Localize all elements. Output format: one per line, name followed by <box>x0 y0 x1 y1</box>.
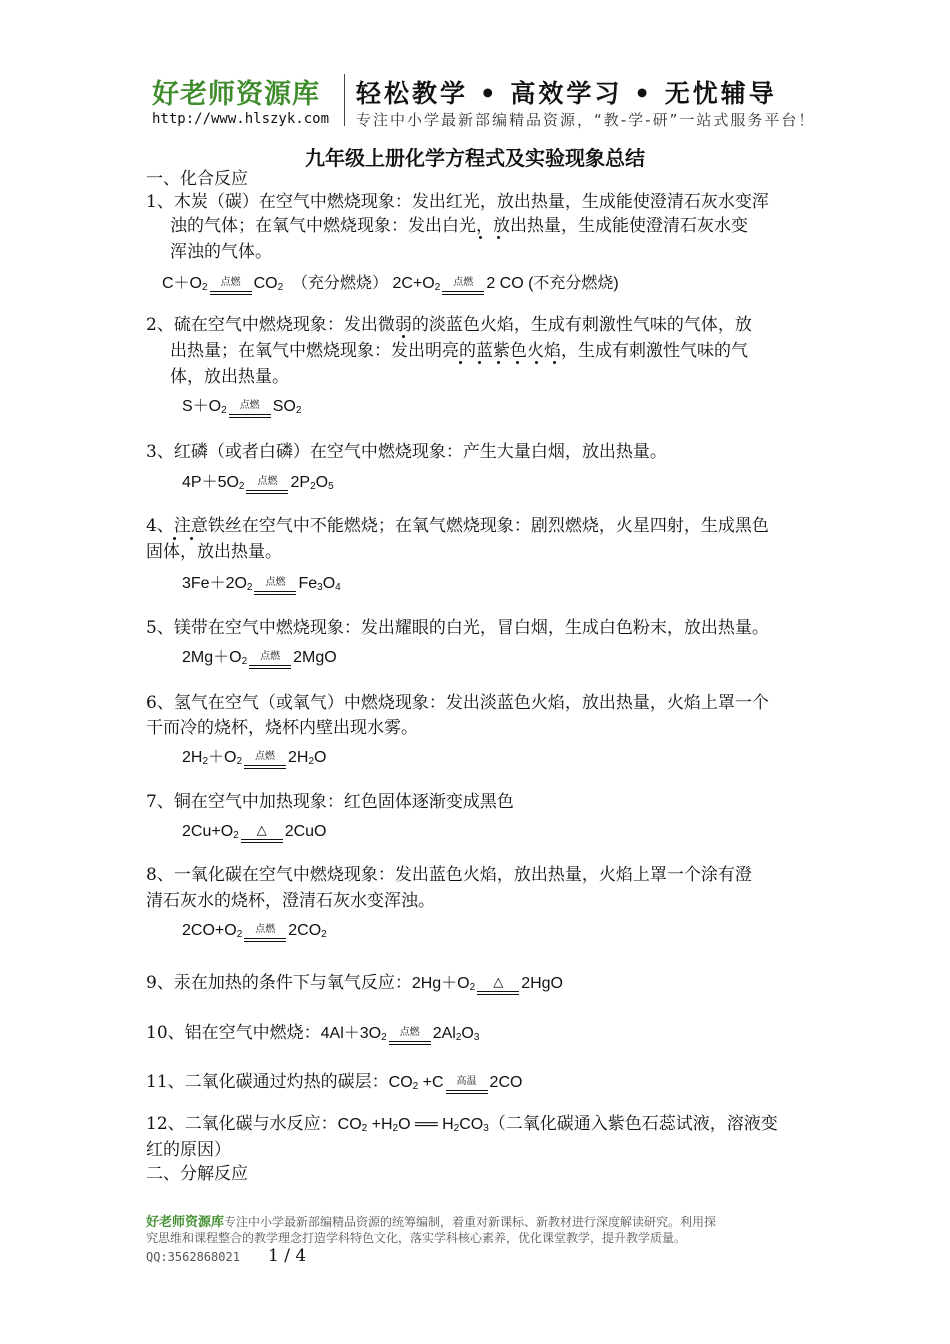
condition-ignite: 点燃 <box>387 1027 433 1049</box>
item-2-line-3: 体，放出热量。 <box>170 367 289 387</box>
item-2-line-2: 出热量；在氧气中燃烧现象：发出明亮的蓝紫色火焰，生成有刺激性气味的气 <box>170 341 748 361</box>
condition-ignite: 点燃 <box>252 577 298 599</box>
item-4-line-2: 固体，放出热量。 <box>146 542 282 562</box>
brand-logo: 好老师资源库 <box>152 79 320 110</box>
item-9: 9、汞在加热的条件下与氧气反应：$2Hg+O_2$ △ 2HgO <box>146 970 563 999</box>
document-title: 九年级上册化学方程式及实验现象总结 <box>305 146 645 170</box>
equation-11: $CO_2 +C$ 高温 2CO <box>389 1074 523 1091</box>
emphasis-dot <box>173 537 176 540</box>
item-8-line-1: 8、一氧化碳在空气中燃烧现象：发出蓝色火焰，放出热量，火焰上罩一个涂有澄 <box>146 865 752 885</box>
emphasis-dot <box>535 361 538 364</box>
equation-1a: $C+O_2$ 点燃 $CO_2$ （充分燃烧） $2C+O_2$ 点燃 2 CO (不充分燃烧) <box>162 272 619 299</box>
emphasis-dot <box>516 361 519 364</box>
item-12-line-1: 12、二氧化碳与水反应：$CO_2 +H_2O$ ══ $H_2CO_3$（二氧化碳通入紫色石蕊试液，溶液变 <box>146 1114 778 1134</box>
condition-heat: △ <box>475 977 521 999</box>
equation-12: $CO_2 +H_2O$ ══ $H_2CO_3$ <box>337 1116 489 1134</box>
emphasis-dot <box>479 236 482 239</box>
header-slogan: 轻松教学 • 高效学习 • 无忧辅导 <box>356 79 777 108</box>
condition-ignite: 点燃 <box>242 924 288 946</box>
item-7-line-1: 7、铜在空气中加热现象：红色固体逐渐变成黑色 <box>146 792 514 812</box>
emphasis-dot <box>497 361 500 364</box>
section-heading-combination: 一、化合反应 <box>146 169 248 189</box>
emphasis-dot <box>553 361 556 364</box>
item-1-line-1: 1、木炭（碳）在空气中燃烧现象：发出红光，放出热量，生成能使澄清石灰水变浑 <box>146 192 769 212</box>
footer-qq: QQ:3562868021 <box>146 1250 240 1264</box>
emphasis-dot <box>459 361 462 364</box>
section-heading-decomposition: 二、分解反应 <box>146 1164 248 1184</box>
equation-6: $2H_2+O_2$ 点燃 $2H_2O$ <box>182 747 327 773</box>
header-url[interactable]: http://www.hlszyk.com <box>152 111 330 127</box>
equation-5: $2Mg+O_2$ 点燃 2MgO <box>182 647 337 673</box>
condition-ignite: 点燃 <box>242 751 288 773</box>
item-1-line-3: 浑浊的气体。 <box>170 242 272 262</box>
footer-line-2: 究思维和课程整合的教学理念打造学科特色文化，落实学科核心素养，优化课堂教学，提升教学质量。 <box>146 1231 687 1245</box>
item-8-line-2: 清石灰水的烧杯，澄清石灰水变浑浊。 <box>146 891 435 911</box>
equation-9: $2Hg+O_2$ △ 2HgO <box>412 975 563 992</box>
condition-ignite: 点燃 <box>440 277 486 299</box>
emphasis-dot <box>190 537 193 540</box>
condition-ignite: 点燃 <box>244 476 290 498</box>
condition-ignite: 点燃 <box>247 651 293 673</box>
item-2-line-1: 2、硫在空气中燃烧现象：发出微弱的淡蓝色火焰，生成有刺激性气味的气体，放 <box>146 315 752 335</box>
item-3-line-1: 3、红磷（或者白磷）在空气中燃烧现象：产生大量白烟，放出热量。 <box>146 442 667 462</box>
header-divider <box>344 74 345 126</box>
condition-high-temp: 高温 <box>444 1076 490 1098</box>
item-5-line-1: 5、镁带在空气中燃烧现象：发出耀眼的白光，冒白烟，生成白色粉末，放出热量。 <box>146 618 769 638</box>
header-subtitle: 专注中小学最新部编精品资源，“教-学-研”一站式服务平台！ <box>356 111 816 129</box>
equation-10: $4Al+3O_2$ 点燃 $2Al_2O_3$ <box>321 1025 480 1042</box>
item-1-line-2: 浊的气体；在氧气中燃烧现象：发出白光，放出热量，生成能使澄清石灰水变 <box>170 216 748 236</box>
page-number: 1 / 4 <box>268 1246 307 1266</box>
equation-4: $3Fe+2O_2$ 点燃 $Fe_3O_4$ <box>182 573 341 599</box>
item-11: 11、二氧化碳通过灼热的碳层：$CO_2 +C$ 高温 2CO <box>146 1069 522 1098</box>
equation-7: $2Cu+O_2$ △ 2CuO <box>182 821 327 847</box>
footer-line-1: 好老师资源库专注中小学最新部编精品资源的统筹编制，着重对新课标、新教材进行深度解读研究。利用探 <box>146 1215 717 1230</box>
item-10: 10、铝在空气中燃烧：$4Al+3O_2$ 点燃 $2Al_2O_3$ <box>146 1020 479 1049</box>
equation-2: $S+O_2$ 点燃 $SO_2$ <box>182 396 301 422</box>
condition-ignite: 点燃 <box>227 400 273 422</box>
emphasis-dot <box>497 236 500 239</box>
emphasis-dot <box>402 335 405 338</box>
item-6-line-2: 干而冷的烧杯，烧杯内壁出现水雾。 <box>146 718 418 738</box>
item-12-line-2: 红的原因） <box>146 1140 231 1160</box>
condition-ignite: 点燃 <box>208 277 254 299</box>
emphasis-dot <box>478 361 481 364</box>
equation-8: $2CO+O_2$ 点燃 $2CO_2$ <box>182 920 327 946</box>
condition-heat: △ <box>239 825 285 847</box>
item-4-line-1: 4、注意铁丝在空气中不能燃烧；在氧气燃烧现象：剧烈燃烧，火星四射，生成黑色 <box>146 516 769 536</box>
item-6-line-1: 6、氢气在空气（或氧气）中燃烧现象：发出淡蓝色火焰，放出热量，火焰上罩一个 <box>146 693 769 713</box>
equation-3: $4P+5O_2$ 点燃 $2P_2O_5$ <box>182 472 334 498</box>
footer-brand: 好老师资源库 <box>146 1215 225 1230</box>
